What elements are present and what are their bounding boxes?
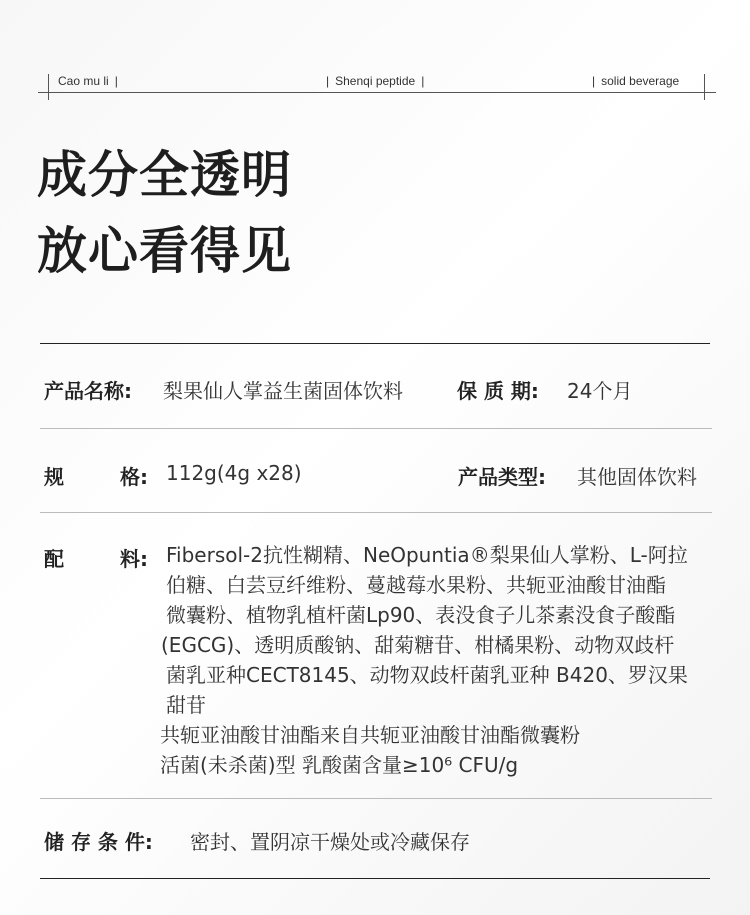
ingredients-line-1: Fibersol-2抗性糊精、NeOpuntia®梨果仙人掌粉、L-阿拉: [166, 543, 688, 567]
divider-bottom: [40, 878, 710, 879]
divider-1: [40, 428, 712, 429]
ingredients-line-5: 菌乳亚种CECT8145、动物双歧杆菌乳亚种 B420、罗汉果: [166, 663, 688, 687]
ingredients-line-3: 微囊粉、植物乳植杆菌Lp90、表没食子儿茶素没食子酸酯: [166, 603, 676, 627]
storage-label: 储 存 条 件:: [44, 830, 153, 854]
ingredients-label-a: 配: [44, 547, 64, 571]
spec-value: 112g(4g x28): [166, 461, 302, 485]
ingredients-line-8: 活菌(未杀菌)型 乳酸菌含量≥10⁶ CFU/g: [160, 753, 519, 777]
product-name-value: 梨果仙人掌益生菌固体饮料: [163, 379, 403, 403]
header-tick-right: [704, 74, 705, 100]
spec-label-b: 格:: [120, 465, 148, 489]
headline-line-1: 成分全透明: [37, 146, 292, 204]
ingredients-line-2: 伯糖、白芸豆纤维粉、蔓越莓水果粉、共轭亚油酸甘油酯: [166, 573, 666, 597]
ingredients-list: [158, 540, 718, 780]
product-type-label: 产品类型:: [458, 465, 546, 489]
header-left-label: Cao mu li: [58, 74, 109, 88]
product-name-label: 产品名称:: [44, 379, 132, 403]
ingredients-line-7: 共轭亚油酸甘油酯来自共轭亚油酸甘油酯微囊粉: [160, 723, 580, 747]
ingredients-label-b: 料:: [120, 547, 148, 571]
header-right: | solid beverage: [592, 74, 680, 88]
storage-value: 密封、置阴凉干燥处或冷藏保存: [190, 830, 470, 854]
divider-3: [40, 798, 712, 799]
product-type-value: 其他固体饮料: [577, 465, 697, 489]
spec-label-a: 规: [44, 465, 64, 489]
divider-top: [40, 343, 710, 344]
ingredients-line-4: (EGCG)、透明质酸钠、甜菊糖苷、柑橘果粉、动物双歧杆: [161, 633, 675, 657]
header-center-label: Shenqi peptide: [335, 74, 416, 88]
shelf-life-value: 24个月: [567, 379, 633, 403]
ingredients-line-6: 甜苷: [166, 693, 206, 717]
header-left: Cao mu li |: [58, 74, 118, 88]
header-center: | Shenqi peptide |: [326, 74, 425, 88]
divider-2: [40, 512, 712, 513]
header-right-label: solid beverage: [601, 74, 680, 88]
header-line: [38, 92, 716, 93]
shelf-life-label: 保 质 期:: [457, 379, 539, 403]
headline-line-2: 放心看得见: [37, 222, 292, 280]
header-tick-left: [48, 74, 49, 100]
